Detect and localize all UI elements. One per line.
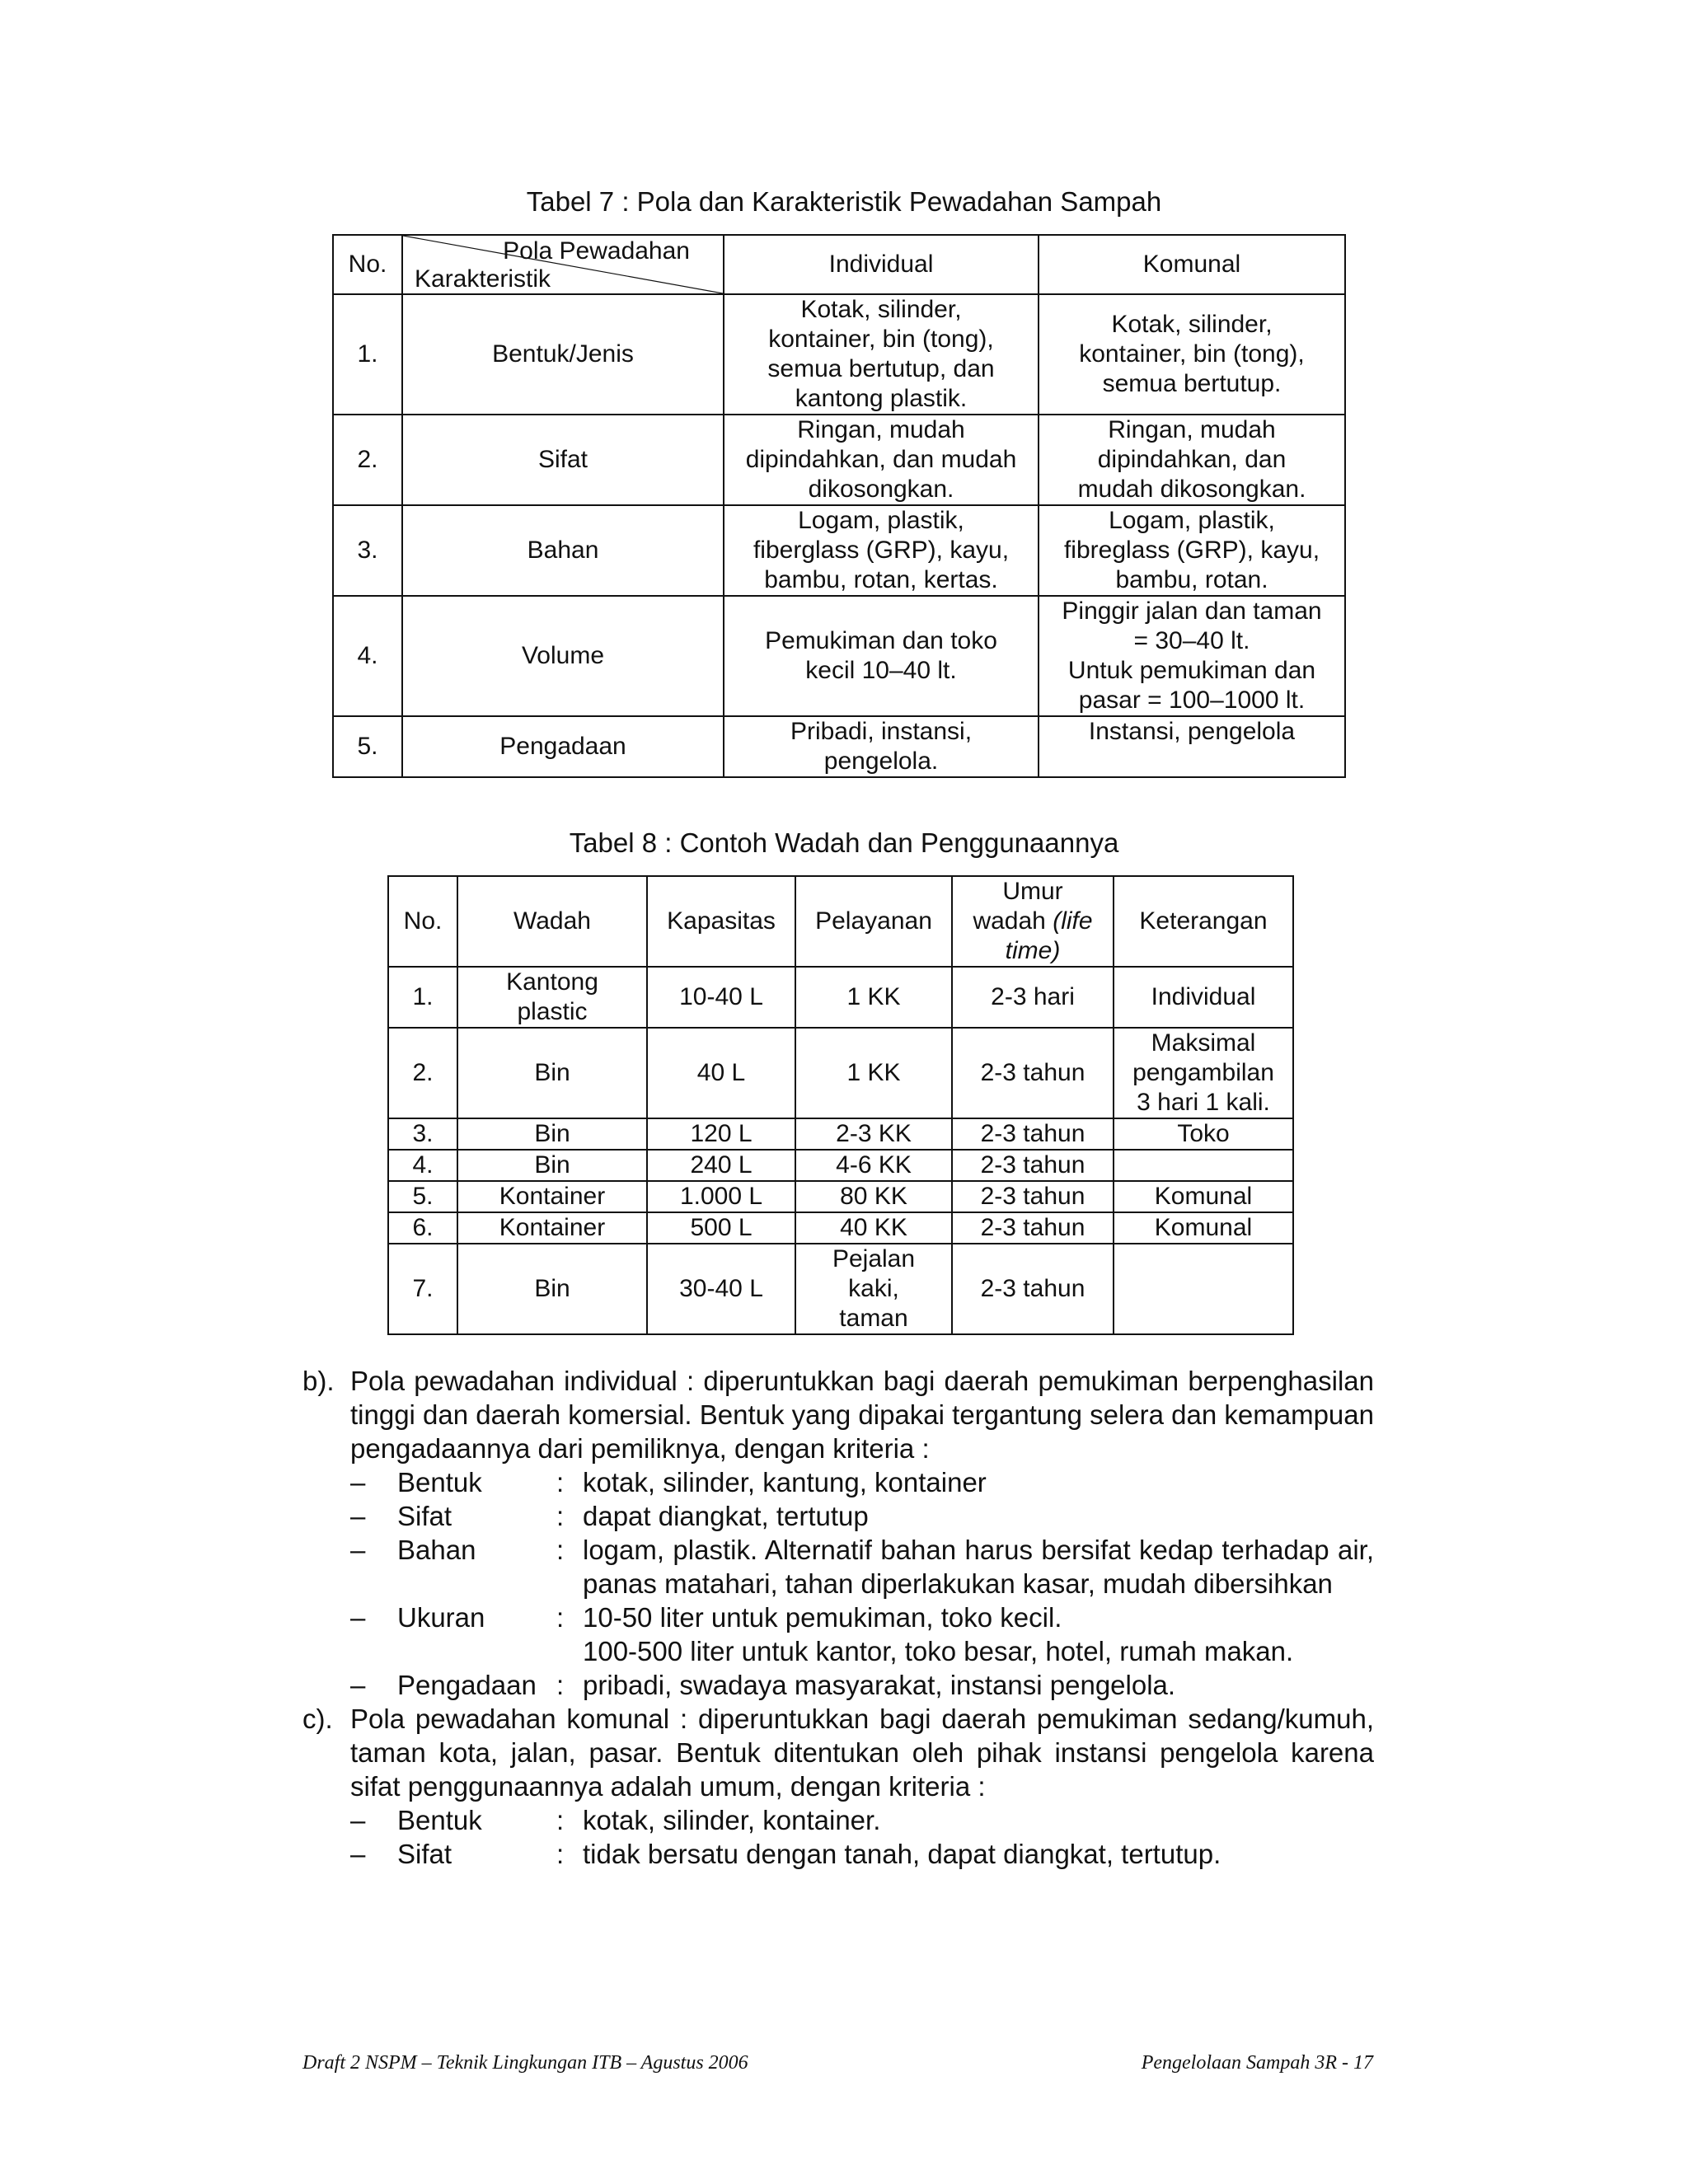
header-wadah: Wadah xyxy=(457,876,647,967)
header-umur-wadah xyxy=(952,876,1114,967)
cell-no: 1. xyxy=(388,967,457,1028)
cell-umur: 2-3 tahun xyxy=(952,1150,1114,1181)
footer-left: Draft 2 NSPM – Teknik Lingkungan ITB – Agustus 2006 xyxy=(302,2052,748,2074)
cell-karakteristik: Bentuk/Jenis xyxy=(402,294,724,415)
cell-kapasitas: 240 L xyxy=(647,1150,795,1181)
cell-komunal-line: Instansi, pengelola xyxy=(1088,718,1296,745)
table7 xyxy=(332,234,1346,778)
cell-umur: 2-3 tahun xyxy=(952,1244,1114,1334)
cell-karakteristik: Volume xyxy=(402,596,724,716)
cell-pelayanan xyxy=(795,1118,952,1150)
cell-komunal-line: fibreglass (GRP), kayu, xyxy=(1063,537,1320,564)
cell-umur: 2-3 tahun xyxy=(952,1212,1114,1244)
cell-umur: 2-3 tahun xyxy=(952,1118,1114,1150)
table7-row xyxy=(333,505,1345,596)
table8-row xyxy=(388,967,1293,1028)
cell-komunal-line: kontainer, bin (tong), xyxy=(1079,340,1305,368)
cell-no: 5. xyxy=(388,1181,457,1212)
cell-wadah xyxy=(457,1028,647,1118)
footer-right: Pengelolaan Sampah 3R - 17 xyxy=(1141,2052,1373,2074)
cell-komunal-line: pasar = 100–1000 lt. xyxy=(1078,687,1306,714)
body-text xyxy=(302,1364,1374,1871)
criteria-value: kotak, silinder, kontainer. xyxy=(583,1805,881,1835)
criteria-value: dapat diangkat, tertutup xyxy=(583,1501,869,1531)
criteria-dash: – xyxy=(350,1839,366,1869)
header-umur-line2-italic: (life xyxy=(1053,907,1093,935)
criteria-dash: – xyxy=(350,1670,366,1700)
cell-karakteristik: Bahan xyxy=(402,505,724,596)
cell-pelayanan-line: 80 KK xyxy=(840,1183,907,1210)
cell-kapasitas: 40 L xyxy=(647,1028,795,1118)
cell-karakteristik: Sifat xyxy=(402,415,724,505)
cell-no: 5. xyxy=(333,716,402,777)
table8 xyxy=(387,875,1294,1335)
cell-kapasitas: 30-40 L xyxy=(647,1244,795,1334)
header-komunal: Komunal xyxy=(1039,235,1345,294)
cell-keterangan-line: Komunal xyxy=(1154,1183,1253,1210)
cell-individual xyxy=(724,415,1039,505)
criteria-colon: : xyxy=(556,1535,565,1565)
cell-individual-line: kontainer, bin (tong), xyxy=(768,326,994,353)
cell-wadah-line: Bin xyxy=(534,1120,570,1147)
cell-no: 4. xyxy=(388,1150,457,1181)
cell-individual-line: Pribadi, instansi, xyxy=(790,718,973,745)
criteria-item xyxy=(302,1601,1374,1668)
cell-no: 1. xyxy=(333,294,402,415)
cell-komunal-line: Untuk pemukiman dan xyxy=(1067,657,1316,684)
criteria-value: logam, plastik. Alternatif bahan harus bersifat kedap terhadap air, panas matahari, tahan diperlakukan kasar, mudah dibersihkan xyxy=(583,1535,1374,1599)
section-b-marker: b). xyxy=(302,1366,335,1396)
cell-wadah-line: plastic xyxy=(517,998,588,1025)
cell-individual-line: fiberglass (GRP), kayu, xyxy=(753,537,1010,564)
header-pelayanan: Pelayanan xyxy=(795,876,952,967)
cell-individual-line: kecil 10–40 lt. xyxy=(805,657,957,684)
criteria-colon: : xyxy=(556,1467,565,1497)
table8-row xyxy=(388,1244,1293,1334)
cell-keterangan xyxy=(1114,1212,1293,1244)
criteria-item xyxy=(302,1465,1374,1499)
criteria-value-continued: 100-500 liter untuk kantor, toko besar, hotel, rumah makan. xyxy=(583,1636,1294,1666)
table7-row xyxy=(333,294,1345,415)
header-diagonal-cell xyxy=(402,235,724,294)
criteria-term: Pengadaan xyxy=(397,1670,537,1700)
cell-individual xyxy=(724,505,1039,596)
table8-row xyxy=(388,1181,1293,1212)
criteria-dash: – xyxy=(350,1467,366,1497)
section-b-criteria xyxy=(302,1465,1374,1702)
table7-header-row xyxy=(333,235,1345,294)
cell-wadah-line: Kantong xyxy=(506,968,598,996)
cell-komunal xyxy=(1039,596,1345,716)
cell-individual-line: Pemukiman dan toko xyxy=(765,627,997,654)
criteria-value: 10-50 liter untuk pemukiman, toko kecil. xyxy=(583,1602,1062,1633)
cell-individual-line: Logam, plastik, xyxy=(798,507,964,534)
criteria-item xyxy=(302,1499,1374,1533)
cell-keterangan-line: pengambilan xyxy=(1132,1059,1274,1086)
cell-keterangan-line: 3 hari 1 kali. xyxy=(1137,1089,1270,1116)
cell-pelayanan xyxy=(795,1150,952,1181)
header-no: No. xyxy=(388,876,457,967)
cell-komunal-line: semua bertutup. xyxy=(1102,370,1282,397)
cell-no: 2. xyxy=(333,415,402,505)
cell-pelayanan xyxy=(795,1212,952,1244)
criteria-colon: : xyxy=(556,1805,565,1835)
cell-wadah xyxy=(457,1244,647,1334)
criteria-dash: – xyxy=(350,1501,366,1531)
cell-komunal-line: Kotak, silinder, xyxy=(1111,311,1273,338)
section-b-text: Pola pewadahan individual : diperuntukkan bagi daerah pemukiman berpenghasilan tinggi dan daerah komersial. Bentuk yang dipakai tergantung selera dan kemampuan pengadaannya dari pemiliknya, dengan kriteria : xyxy=(350,1366,1374,1464)
header-karakteristik: Karakteristik xyxy=(415,265,551,293)
cell-umur: 2-3 tahun xyxy=(952,1028,1114,1118)
cell-no: 4. xyxy=(333,596,402,716)
header-individual: Individual xyxy=(724,235,1039,294)
table8-row xyxy=(388,1028,1293,1118)
criteria-colon: : xyxy=(556,1501,565,1531)
cell-pelayanan xyxy=(795,1028,952,1118)
table7-row xyxy=(333,716,1345,777)
cell-individual-line: pengelola. xyxy=(823,748,939,775)
cell-komunal-line: = 30–40 lt. xyxy=(1133,627,1250,654)
cell-pelayanan xyxy=(795,967,952,1028)
cell-no: 6. xyxy=(388,1212,457,1244)
cell-wadah xyxy=(457,1212,647,1244)
cell-pelayanan-line: 1 KK xyxy=(846,1059,901,1086)
cell-no: 3. xyxy=(388,1118,457,1150)
cell-no: 3. xyxy=(333,505,402,596)
cell-komunal xyxy=(1039,505,1345,596)
criteria-value: pribadi, swadaya masyarakat, instansi pengelola. xyxy=(583,1670,1176,1700)
cell-keterangan-line: Toko xyxy=(1177,1120,1230,1147)
cell-keterangan xyxy=(1114,1028,1293,1118)
cell-no: 7. xyxy=(388,1244,457,1334)
header-kapasitas: Kapasitas xyxy=(647,876,795,967)
table7-row xyxy=(333,415,1345,505)
cell-individual-line: kantong plastik. xyxy=(795,385,968,412)
cell-umur: 2-3 hari xyxy=(952,967,1114,1028)
cell-pelayanan xyxy=(795,1244,952,1334)
cell-keterangan xyxy=(1114,1118,1293,1150)
cell-pelayanan-line: kaki, xyxy=(848,1275,899,1302)
cell-individual-line: bambu, rotan, kertas. xyxy=(764,566,998,593)
section-c-paragraph xyxy=(302,1702,1374,1803)
cell-individual xyxy=(724,294,1039,415)
cell-karakteristik: Pengadaan xyxy=(402,716,724,777)
cell-kapasitas: 10-40 L xyxy=(647,967,795,1028)
section-c-criteria xyxy=(302,1803,1374,1871)
criteria-item xyxy=(302,1533,1374,1601)
cell-wadah xyxy=(457,1150,647,1181)
criteria-item xyxy=(302,1837,1374,1871)
criteria-term: Ukuran xyxy=(397,1602,485,1633)
cell-individual-line: dipindahkan, dan mudah xyxy=(745,446,1017,473)
cell-individual xyxy=(724,596,1039,716)
cell-kapasitas: 500 L xyxy=(647,1212,795,1244)
header-umur-line3: time) xyxy=(1005,937,1061,964)
cell-komunal xyxy=(1039,716,1345,777)
cell-keterangan xyxy=(1114,967,1293,1028)
cell-komunal-line: bambu, rotan. xyxy=(1115,566,1268,593)
cell-pelayanan-line: 40 KK xyxy=(840,1214,907,1241)
cell-individual xyxy=(724,716,1039,777)
cell-komunal-line: Logam, plastik, xyxy=(1109,507,1275,534)
criteria-term: Sifat xyxy=(397,1839,452,1869)
criteria-dash: – xyxy=(350,1805,366,1835)
cell-komunal xyxy=(1039,415,1345,505)
criteria-term: Sifat xyxy=(397,1501,452,1531)
header-umur-line2: wadah xyxy=(973,907,1046,935)
cell-komunal-line: Pinggir jalan dan taman xyxy=(1062,598,1322,625)
cell-komunal-line: dipindahkan, dan xyxy=(1097,446,1287,473)
table8-caption: Tabel 8 : Contoh Wadah dan Penggunaannya xyxy=(569,827,1119,858)
cell-no: 2. xyxy=(388,1028,457,1118)
cell-wadah xyxy=(457,1118,647,1150)
cell-pelayanan-line: 1 KK xyxy=(846,983,901,1010)
table8-row xyxy=(388,1118,1293,1150)
section-c-marker: c). xyxy=(302,1704,333,1734)
criteria-value: tidak bersatu dengan tanah, dapat diangkat, tertutup. xyxy=(583,1839,1221,1869)
table7-row xyxy=(333,596,1345,716)
cell-komunal-line: Ringan, mudah xyxy=(1108,416,1276,443)
cell-keterangan-line: Maksimal xyxy=(1151,1029,1256,1057)
header-keterangan: Keterangan xyxy=(1114,876,1293,967)
header-pola-pewadahan: Pola Pewadahan xyxy=(503,237,690,265)
cell-wadah-line: Bin xyxy=(534,1059,570,1086)
criteria-dash: – xyxy=(350,1535,366,1565)
cell-pelayanan-line: taman xyxy=(839,1305,908,1332)
cell-wadah-line: Kontainer xyxy=(499,1214,606,1241)
table8-header-row xyxy=(388,876,1293,967)
criteria-dash: – xyxy=(350,1602,366,1633)
criteria-colon: : xyxy=(556,1602,565,1633)
cell-komunal-line: mudah dikosongkan. xyxy=(1077,476,1306,503)
cell-keterangan-line: Komunal xyxy=(1154,1214,1253,1241)
cell-wadah-line: Bin xyxy=(534,1275,570,1302)
table8-row xyxy=(388,1212,1293,1244)
cell-individual-line: dikosongkan. xyxy=(808,476,954,503)
cell-keterangan xyxy=(1114,1181,1293,1212)
header-no: No. xyxy=(333,235,402,294)
cell-pelayanan-line: 4-6 KK xyxy=(836,1151,912,1179)
cell-individual-line: Kotak, silinder, xyxy=(800,296,962,323)
cell-kapasitas: 1.000 L xyxy=(647,1181,795,1212)
cell-keterangan xyxy=(1114,1150,1293,1181)
cell-kapasitas: 120 L xyxy=(647,1118,795,1150)
cell-wadah-line: Bin xyxy=(534,1151,570,1179)
cell-keterangan xyxy=(1114,1244,1293,1334)
cell-individual-line: semua bertutup, dan xyxy=(767,355,995,382)
section-c-text: Pola pewadahan komunal : diperuntukkan bagi daerah pemukiman sedang/kumuh, taman kota, jalan, pasar. Bentuk ditentukan oleh pihak instansi pengelola karena sifat penggunaannya adalah umum, dengan kriteria : xyxy=(350,1704,1374,1802)
cell-komunal xyxy=(1039,294,1345,415)
cell-wadah xyxy=(457,1181,647,1212)
cell-keterangan-line: Individual xyxy=(1151,983,1256,1010)
table7-caption: Tabel 7 : Pola dan Karakteristik Pewadahan Sampah xyxy=(526,186,1162,217)
cell-pelayanan xyxy=(795,1181,952,1212)
criteria-item xyxy=(302,1803,1374,1837)
cell-wadah xyxy=(457,967,647,1028)
cell-wadah-line: Kontainer xyxy=(499,1183,606,1210)
criteria-item xyxy=(302,1668,1374,1702)
cell-individual-line: Ringan, mudah xyxy=(797,416,965,443)
cell-umur: 2-3 tahun xyxy=(952,1181,1114,1212)
criteria-colon: : xyxy=(556,1670,565,1700)
criteria-value: kotak, silinder, kantung, kontainer xyxy=(583,1467,987,1497)
header-umur-line1: Umur xyxy=(1002,878,1063,905)
criteria-term: Bahan xyxy=(397,1535,476,1565)
criteria-term: Bentuk xyxy=(397,1467,482,1497)
section-b-paragraph xyxy=(302,1364,1374,1465)
criteria-term: Bentuk xyxy=(397,1805,482,1835)
criteria-colon: : xyxy=(556,1839,565,1869)
cell-pelayanan-line: 2-3 KK xyxy=(836,1120,912,1147)
cell-pelayanan-line: Pejalan xyxy=(832,1245,916,1272)
table8-row xyxy=(388,1150,1293,1181)
